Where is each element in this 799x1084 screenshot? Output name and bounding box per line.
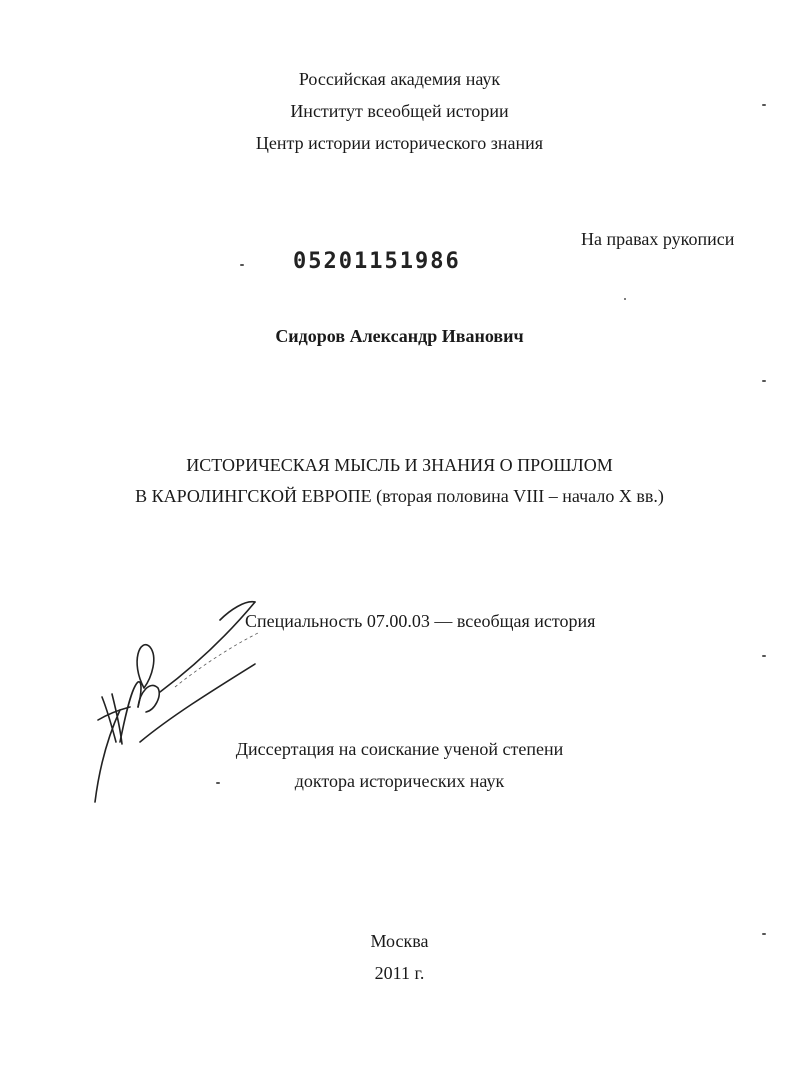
stamp-number: 05201151986 <box>293 249 461 274</box>
handwritten-signature <box>80 592 300 812</box>
specialty: Специальность 07.00.03 — всеобщая история <box>245 611 596 631</box>
title-line-2: В КАРОЛИНГСКОЙ ЕВРОПЕ (вторая половина VIII – начало X вв.) <box>135 486 664 506</box>
center-name: Центр истории исторического знания <box>255 133 544 153</box>
scan-speck <box>624 298 626 300</box>
dissertation-line-2: доктора исторических наук <box>294 771 505 791</box>
scan-speck <box>762 380 766 382</box>
scan-speck <box>216 782 220 784</box>
scan-speck <box>762 104 766 106</box>
scan-speck <box>762 933 766 935</box>
year: 2011 г. <box>374 963 425 983</box>
city: Москва <box>370 931 429 951</box>
academy-name: Российская академия наук <box>298 69 501 89</box>
scan-speck <box>762 655 766 657</box>
dissertation-line-1: Диссертация на соискание ученой степени <box>235 739 564 759</box>
author-name: Сидоров Александр Иванович <box>275 326 524 346</box>
institute-name: Институт всеобщей истории <box>290 101 509 121</box>
manuscript-note: На правах рукописи <box>581 229 735 249</box>
scan-speck <box>240 264 244 266</box>
title-line-1: ИСТОРИЧЕСКАЯ МЫСЛЬ И ЗНАНИЯ О ПРОШЛОМ <box>186 455 613 475</box>
